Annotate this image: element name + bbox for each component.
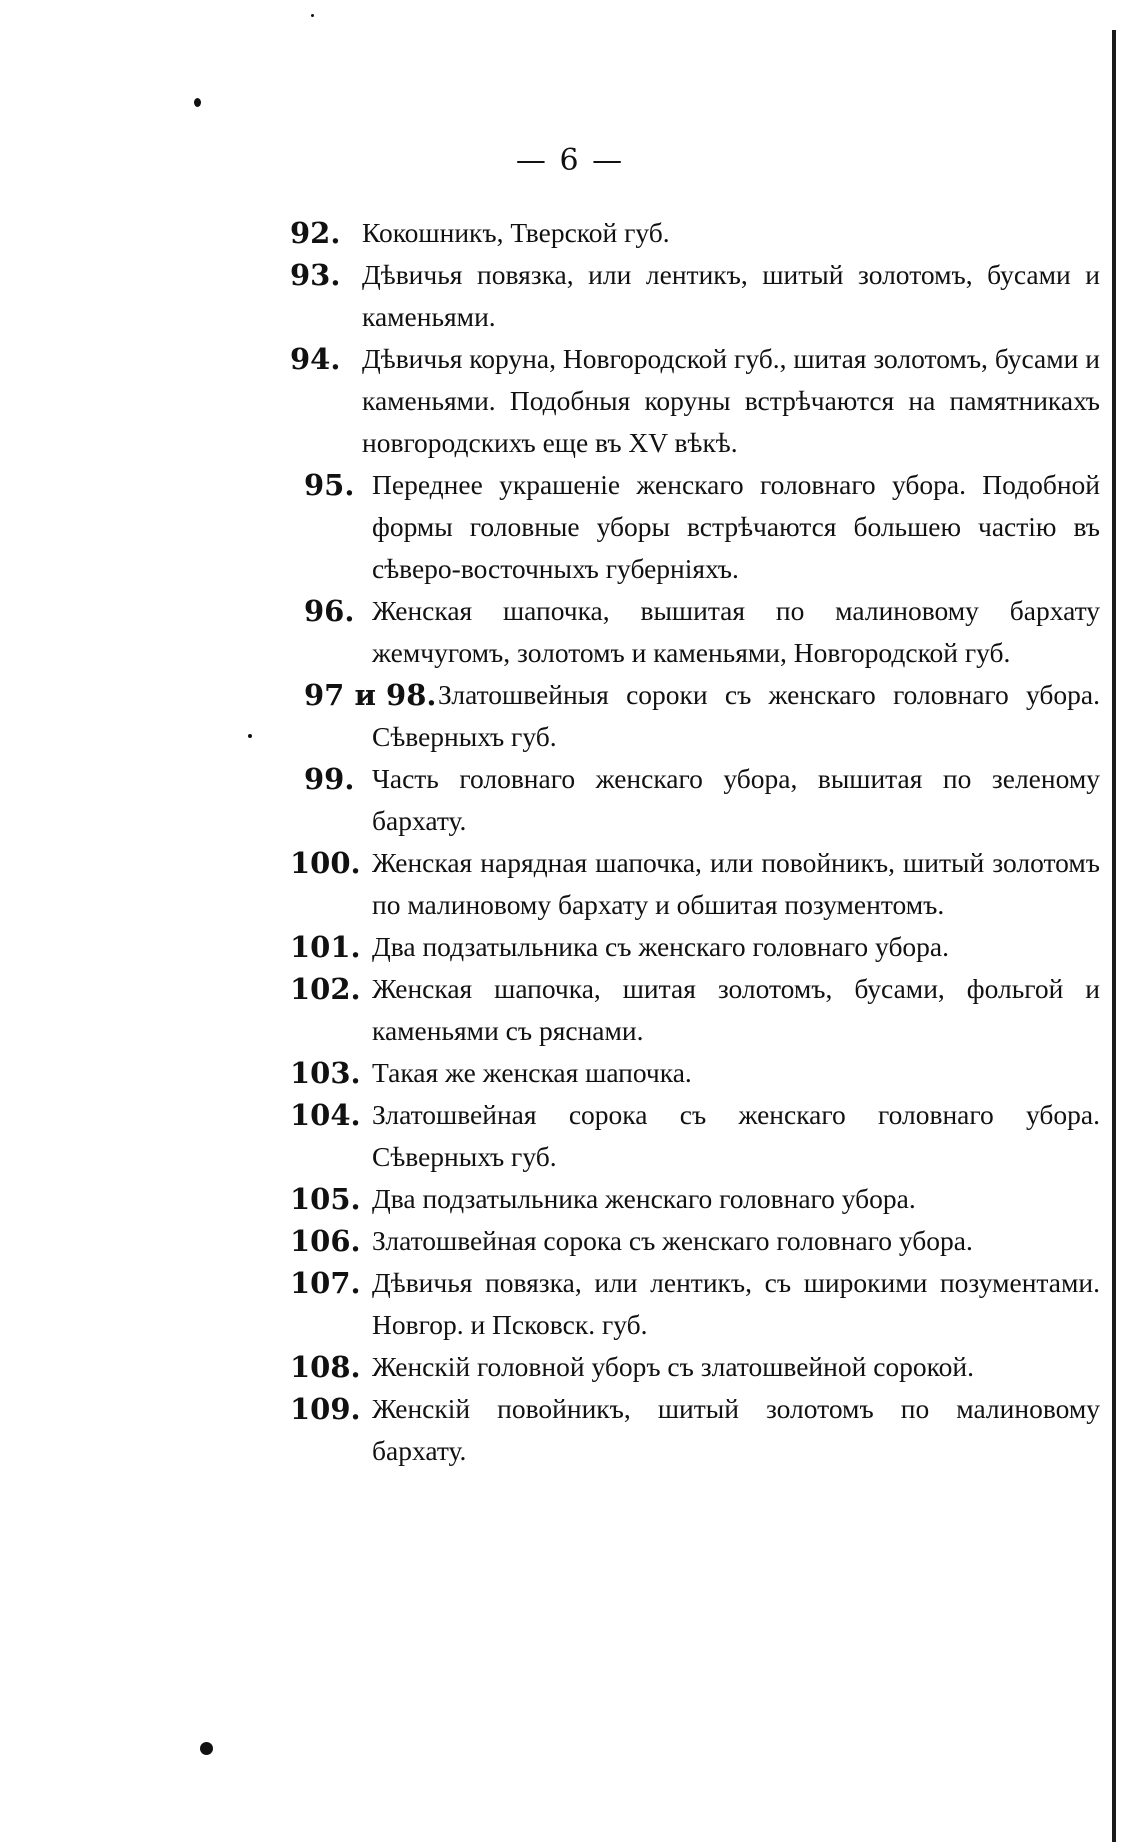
list-item	[290, 1346, 1100, 1388]
entry-number: 107.	[290, 1266, 361, 1300]
list-item	[290, 1388, 1100, 1472]
list-item	[290, 758, 1100, 842]
entry-text: Такая же женская шапочка.	[372, 1057, 692, 1088]
entry-number: 108.	[290, 1350, 361, 1384]
entry-text: Златошвейныя сороки съ женскаго головнаго убора. Сѣверныхъ губ.	[372, 679, 1100, 752]
list-item	[290, 1094, 1100, 1178]
entry-number: 95.	[304, 468, 355, 502]
list-item	[290, 1220, 1100, 1262]
list-item	[290, 926, 1100, 968]
entry-number: 97 и 98.	[304, 678, 437, 712]
entry-number: 99.	[304, 762, 355, 796]
entry-text: Кокошникъ, Тверской губ.	[362, 217, 670, 248]
entry-text: Дѣвичья коруна, Новгородской губ., шитая золотомъ, бусами и каменьями. Подобныя коруны встрѣчаются на памятникахъ новгородскихъ еще въ XV вѣкѣ.	[362, 343, 1100, 458]
ink-speck	[194, 98, 201, 107]
entry-text: Женскій повойникъ, шитый золотомъ по малиновому бархату.	[372, 1393, 1100, 1466]
page-edge-line	[1112, 30, 1116, 1842]
entry-list	[290, 212, 1100, 1472]
list-item	[290, 1262, 1100, 1346]
entry-text: Часть головнаго женскаго убора, вышитая по зеленому бархату.	[372, 763, 1100, 836]
entry-text: Женская шапочка, шитая золотомъ, бусами, фольгой и каменьями съ ряснами.	[372, 973, 1100, 1046]
list-item	[290, 1052, 1100, 1094]
list-item	[290, 464, 1100, 590]
entry-text: Златошвейная сорока съ женскаго головнаго убора.	[372, 1225, 973, 1256]
entry-number: 105.	[290, 1182, 361, 1216]
list-item	[290, 590, 1100, 674]
entry-number: 103.	[290, 1056, 361, 1090]
entry-number: 96.	[304, 594, 355, 628]
entry-text: Переднее украшеніе женскаго головнаго убора. Подобной формы головные уборы встрѣчаются большею частію въ сѣверо-восточныхъ губерніяхъ.	[372, 469, 1100, 584]
entry-number: 100.	[290, 846, 361, 880]
entry-text: Женская нарядная шапочка, или повойникъ, шитый золотомъ по малиновому бархату и обшитая позументомъ.	[372, 847, 1100, 920]
list-item	[290, 968, 1100, 1052]
entry-number: 106.	[290, 1224, 361, 1258]
entry-number: 102.	[290, 972, 361, 1006]
entry-text: Дѣвичья повязка, или лентикъ, шитый золотомъ, бусами и каменьями.	[362, 259, 1100, 332]
list-item	[290, 254, 1100, 338]
ink-speck	[200, 1742, 213, 1755]
list-item	[290, 338, 1100, 464]
entry-text: Два подзатыльника женскаго головнаго убора.	[372, 1183, 916, 1214]
entry-number: 92.	[290, 216, 341, 250]
ink-speck	[248, 734, 252, 738]
list-item	[290, 1178, 1100, 1220]
entry-text: Дѣвичья повязка, или лентикъ, съ широкими позументами. Новгор. и Псковск. губ.	[372, 1267, 1100, 1340]
list-item	[290, 212, 1100, 254]
entry-number: 109.	[290, 1392, 361, 1426]
list-item	[290, 842, 1100, 926]
entry-text: Женская шапочка, вышитая по малиновому бархату жемчугомъ, золотомъ и каменьями, Новгородской губ.	[372, 595, 1100, 668]
entry-number: 93.	[290, 258, 341, 292]
page-number: — 6 —	[515, 143, 625, 178]
entry-text: Женскій головной уборъ съ златошвейной сорокой.	[372, 1351, 974, 1382]
entry-number: 104.	[290, 1098, 361, 1132]
entry-text: Два подзатыльника съ женскаго головнаго убора.	[372, 931, 950, 962]
entry-number: 94.	[290, 342, 341, 376]
entry-text: Златошвейная сорока съ женскаго головнаго убора. Сѣверныхъ губ.	[372, 1099, 1100, 1172]
ink-speck	[311, 14, 314, 17]
list-item	[290, 674, 1100, 758]
entry-number: 101.	[290, 930, 361, 964]
